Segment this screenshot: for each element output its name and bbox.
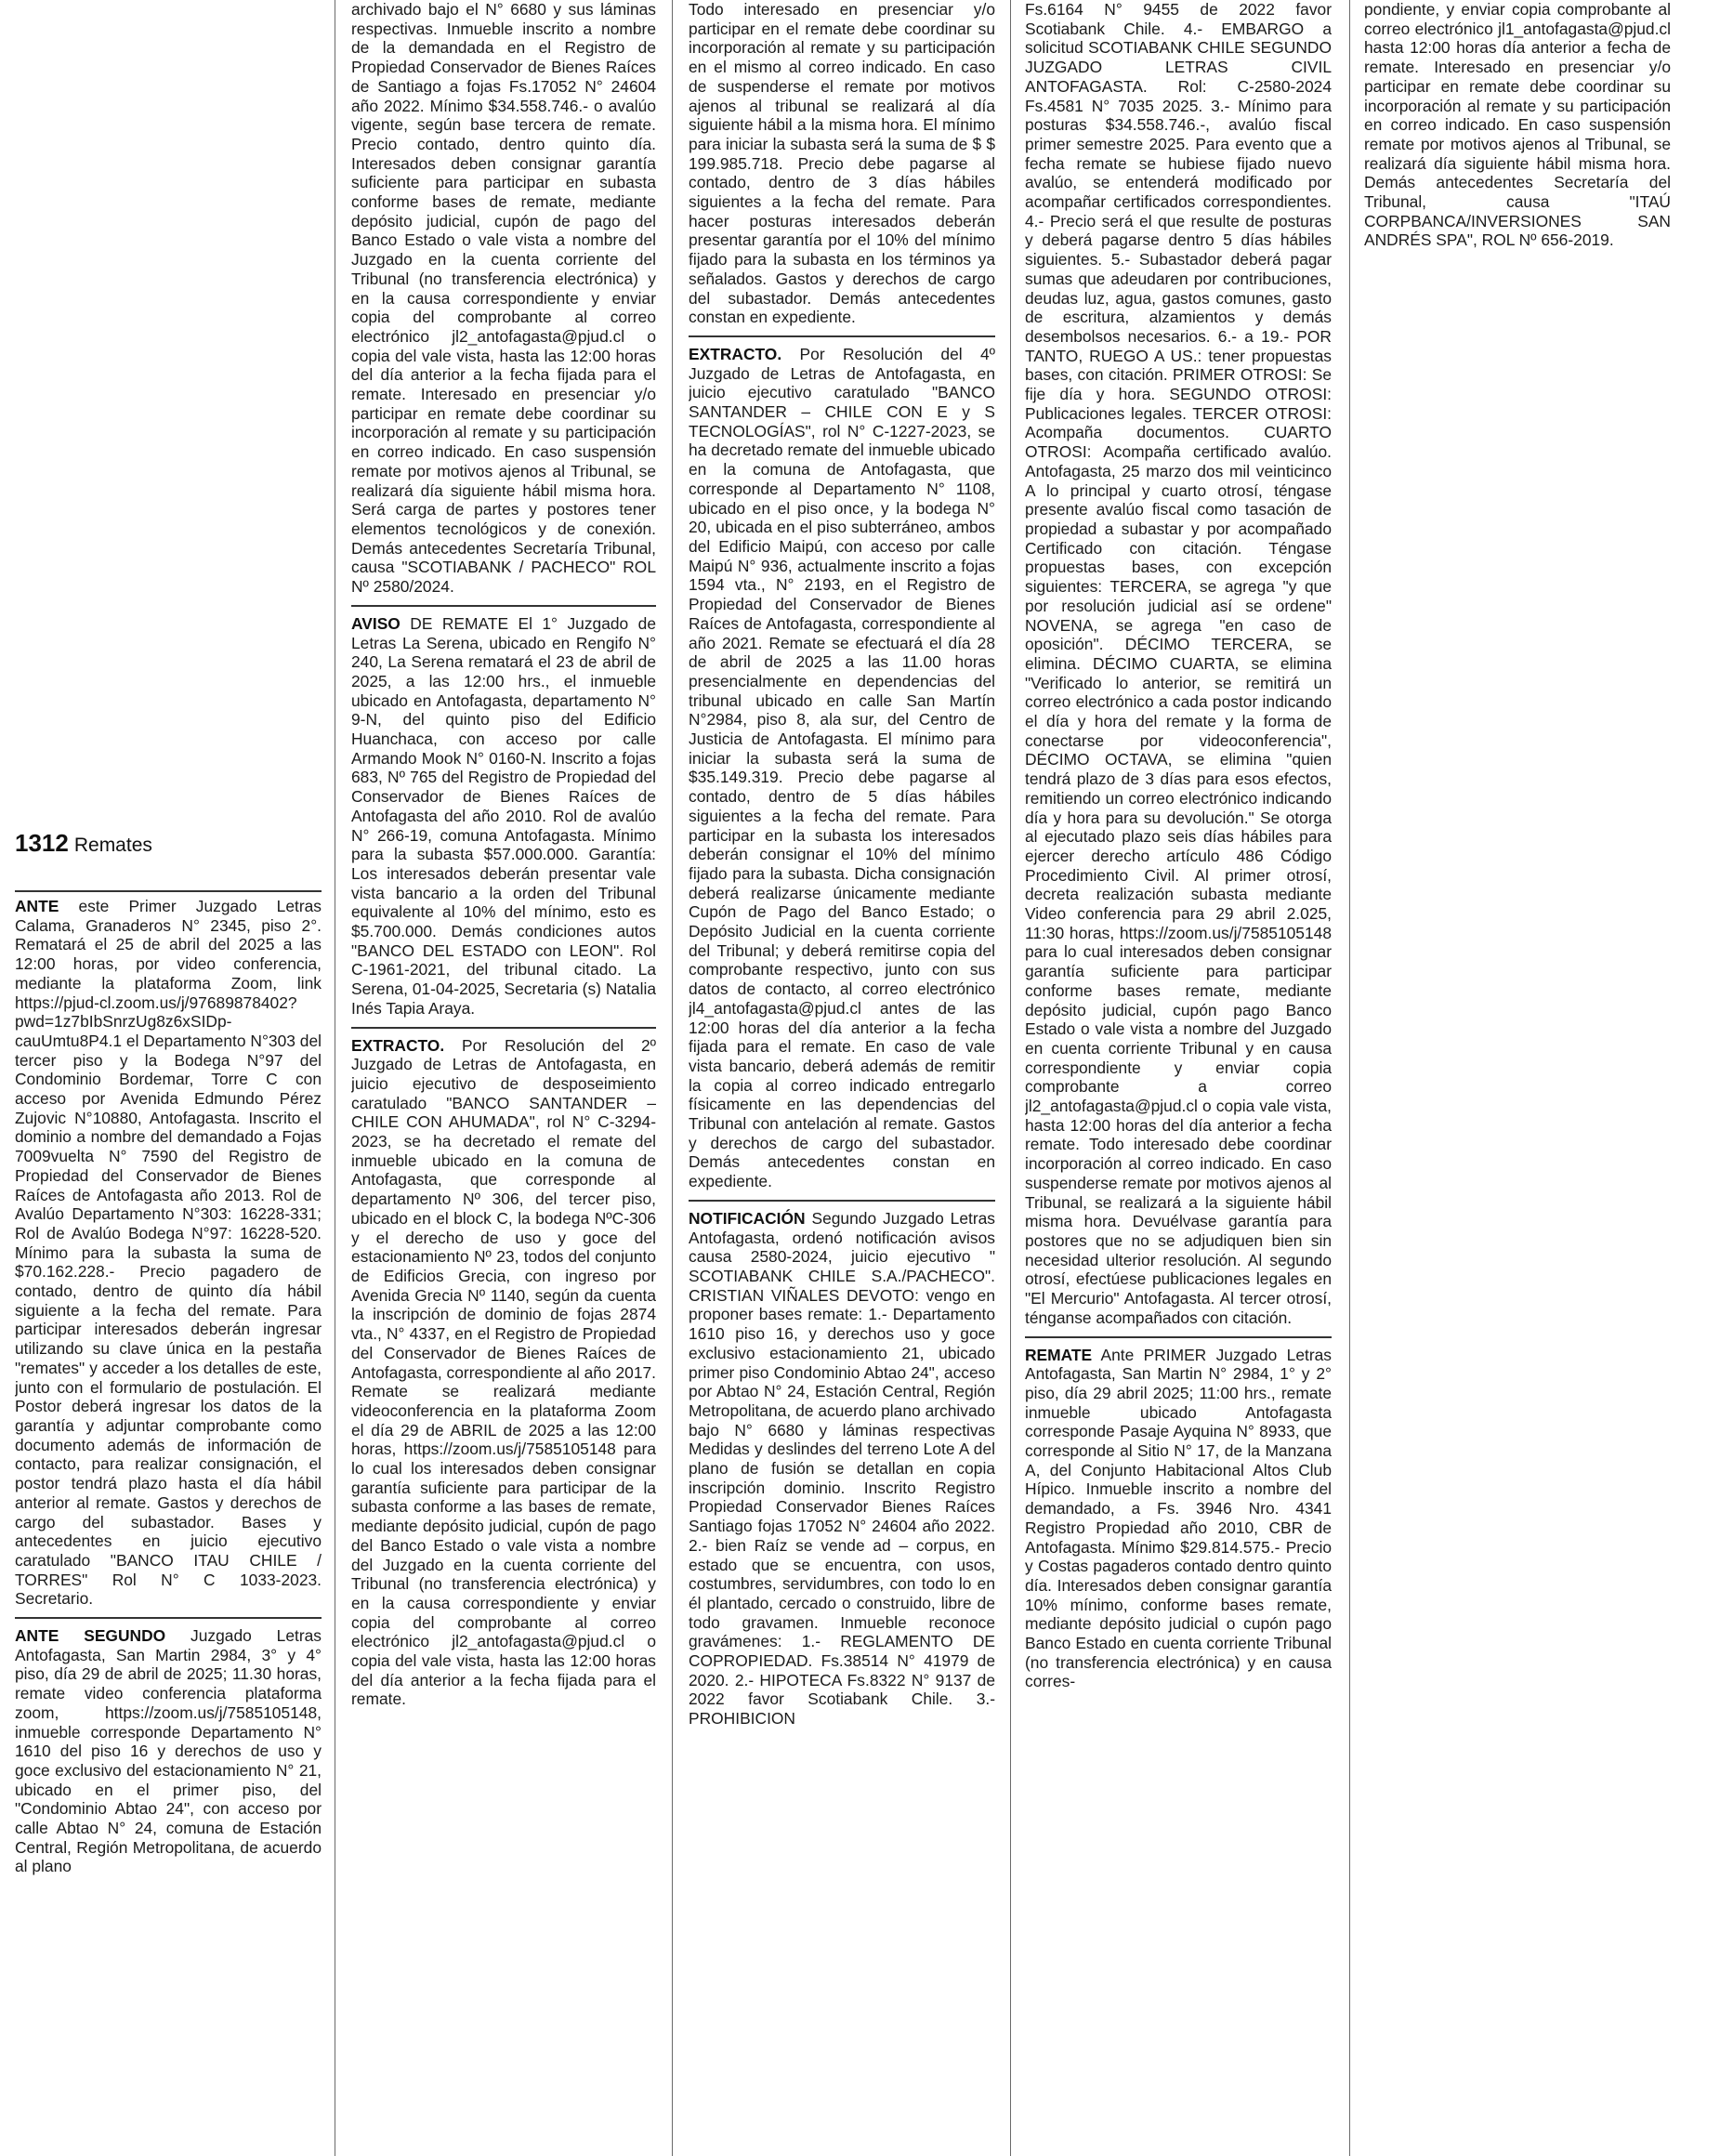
notice-notificacion [689,1209,995,1729]
notice-continued [1025,0,1332,1328]
notice-continued [1364,0,1671,250]
column-rule [1010,0,1011,2156]
notice-body: Juzgado Letras Antofagasta, San Martin 2984, 3° y 4° piso, día 29 de abril de 2025; 11.30 horas, remate video conferencia plataforma zoom, https://zoom.us/j/7585105148, inmueble corresponde Departamento N° 1610 del piso 16 y derechos de uso y goce exclusivo del estacionamiento N° 21, ubicado en el primer piso, del "Condominio Abtao 24", con acceso por calle Abtao N° 24, comuna de Estación Central, Región Metropolitana, de acuerdo al plano [15,1626,322,1876]
notice-lead: AVISO [351,613,400,633]
section-title: Remates [73,835,152,856]
notice-body: Ante PRIMER Juzgado Letras Antofagasta, San Martin N° 2984, 1° y 2° piso, día 29 abril 2025; 11:00 hrs., remate inmueble ubicado Antofagasta corresponde Pasaje Ayquina N° 8933, que corresponde al Sitio N° 17, de la Manzana A, del Conjunto Habitacional Altos Club Hípico. Inmueble inscrito a nombre del demandado, a Fs. 3946 Nro. 4341 Registro Propiedad año 2010, CBR de Antofagasta. Mínimo $29.814.575.- Precio y Costas pagaderos contado dentro quinto día. Interesados deben consignar garantía 10% mínimo, conforme bases remate, mediante depósito judicial o cupón pago Banco Estado en cuenta corriente Tribunal (no transferencia electrónica) y en causa corres- [1025,1345,1332,1691]
column-5 [1364,0,1671,372]
notice-body: Fs.6164 N° 9455 de 2022 favor Scotiabank Chile. 4.- EMBARGO a solicitud SCOTIABANK CHILE SEGUNDO JUZGADO LETRAS CIVIL ANTOFAGASTA. Rol: C-2580-2024 Fs.4581 N° 7035 2025. 3.- Mínimo para posturas $34.558.746.-, avalúo fiscal primer semestre 2025. Para evento que a fecha remate se hubiese fijado nuevo avalúo, se entenderá modificado por acompañar certificados correspondientes. 4.- Precio será el que resulte de posturas y deberá pagarse dentro 5 días hábiles siguientes. 5.- Subastador deberá pagar sumas que adeudaren por contribuciones, deudas luz, agua, gastos comunes, gasto de escritura, alzamientos y demás desembolsos necesarios. 6.- a 19.- POR TANTO, RUEGO A US.: tener propuestas bases, con citación. PRIMER OTROSI: Se fije día y hora. SEGUNDO OTROSI: Publicaciones legales. TERCER OTROSI: Acompaña documentos. CUARTO OTROSI: Acompaña certificado avalúo. Antofagasta, 25 marzo dos mil veinticinco A lo principal y cuarto otrosí, téngase presente avalúo fiscal como tasación de propiedad a subastar y por acompañado Certificado con citación. Téngase propuestas bases, con excepción siguientes: TERCERA, se agrega "y que por resolución judicial así se ordene" NOVENA, se agrega "en caso de oposición". DÉCIMO TERCERA, se elimina. DÉCIMO CUARTA, se elimina "Verificado lo anterior, se remitirá un correo electrónico a cada postor indicando el día y hora del remate y la forma de conectarse por videoconferencia", DÉCIMO OCTAVA, se elimina "quien tendrá plazo de 3 días para esos efectos, remitiendo un correo electrónico indicando día y hora para su devolución." Se otorga al ejecutado plazo seis días hábiles para ejercer derecho artículo 486 Código Procedimiento Civil. Al primer otrosí, decreta realización subasta mediante Video conferencia para 29 abril 2.025, 11:30 horas, https://zoom.us/j/7585105148 para lo cual interesados deben consignar garantía suficiente para participar conforme bases remate, mediante depósito judicial, cupón pago Banco Estado o vale vista a nombre del Juzgado en cuenta corriente Tribunal y en causa correspondiente y enviar copia comprobante a correo jl2_antofagasta@pjud.cl o copia vale vista, hasta 12:00 horas del día anterior a fecha remate. Todo interesado debe coordinar incorporación al correo indicado. En caso suspenderse remate por motivos ajenos al Tribunal, se realizará a la siguiente hábil misma hora. Devuélvase garantía para postores que no se adjudiquen bien sin necesidad ulterior resolución. Al segundo otrosí, efectúese publicaciones legales en "El Mercurio" Antofagasta. Al tercer otrosí, ténganse acompañados con citación. [1025,0,1332,1327]
notice-continued [689,0,995,327]
notice-body: Segundo Juzgado Letras Antofagasta, ordenó notificación avisos causa 2580-2024, juicio ejecutivo " SCOTIABANK CHILE S.A./PACHECO". CRISTIAN VIÑALES DEVOTO: vengo en proponer bases remate: 1.- Departamento 1610 piso 16, y derechos uso y goce exclusivo estacionamiento 21, ubicado primer piso Condominio Abtao 24", acceso por Abtao N° 24, Estación Central, Región Metropolitana, de acuerdo plano archivado bajo N° 6680 y láminas respectivas Medidas y deslindes del terreno Lote A del plano de fusión se detallan en copia inscripción dominio. Inscrito Registro Propiedad Conservador Bienes Raíces Santiago fojas 17052 N° 24604 año 2022. 2.- bien Raíz se vende ad – corpus, en estado que se encuentra, con usos, costumbres, servidumbres, con todo lo en él plantado, cercado o construido, libre de todo gravamen. Inmueble reconoce gravámenes: 1.- REGLAMENTO DE COPROPIEDAD. Fs.38514 N° 41979 de 2020. 2.- HIPOTECA Fs.8322 N° 9137 de 2022 favor Scotiabank Chile. 3.- PROHIBICION [689,1208,995,1729]
column-rule [672,0,673,2156]
notice-divider [1025,1336,1332,1338]
notice-body: Por Resolución del 4º Juzgado de Letras de Antofagasta, en juicio ejecutivo caratulado "BANCO SANTANDER – CHILE CON E y S TECNOLOGÍAS", rol N° C-1227-2023, se ha decretado remate del inmueble ubicado en la comuna de Antofagasta, que corresponde al Departamento N° 1108, ubicado en el piso once, y la bodega N° 20, ubicada en el piso subterráneo, ambos del Edificio Maipú, con acceso por calle Maipú N° 936, actualmente inscrito a fojas 1594 vta., N° 2193, en el Registro de Propiedad del Conservador de Bienes Raíces de Antofagasta, correspondiente al año 2021. Remate se efectuará el día 28 de abril de 2025 a las 11.00 horas presencialmente en dependencias del tribunal ubicado en calle San Martín N°2984, piso 8, ala sur, del Centro de Justicia de Antofagasta. El mínimo para iniciar la subasta será la suma de $35.149.319. Precio debe pagarse al contado, dentro de 5 días hábiles siguientes a la fecha del remate. Para participar en la subasta los interesados deberán consignar el 10% del mínimo fijado para la subasta. Dicha consignación deberá realizarse únicamente mediante Cupón de Pago del Banco Estado; o Depósito Judicial en la cuenta corriente del Tribunal; y deberá remitirse copia del comprobante respectivo, junto con sus datos de contacto, al correo electrónico jl4_antofagasta@pjud.cl antes de las 12:00 horas del día anterior a la fecha fijada para el remate. En caso de vale vista bancario, deberá además de remitir la copia al correo indicado entregarlo físicamente en las dependencias del Tribunal con antelación al remate. Gastos y derechos de cargo del subastador. Demás antecedentes constan en expediente. [689,344,995,1191]
column-2 [351,0,656,2156]
notice-body: archivado bajo el N° 6680 y sus láminas respectivas. Inmueble inscrito a nombre de la demandada en el Registro de Propiedad Conservador de Bienes Raíces de Santiago a fojas Fs.17052 N° 24604 año 2022. Mínimo $34.558.746.- o avalúo vigente, según base tercera de remate. Precio contado, dentro quinto día. Interesados deben consignar garantía suficiente para participar en subasta conforme bases de remate, mediante depósito judicial, cupón de pago del Banco Estado o vale vista a nombre del Juzgado en la cuenta corriente del Tribunal (no transferencia electrónica) y en la causa correspondiente y enviar copia del comprobante al correo electrónico jl2_antofagasta@pjud.cl o copia del vale vista, hasta las 12:00 horas del día anterior a la fecha fijada para el remate. Interesado en presenciar y/o participar en remate debe coordinar su incorporación al remate y su participación en correo indicado. En caso suspensión remate por motivos ajenos al Tribunal, se realizará día siguiente hábil misma hora. Será carga de partes y postores tener elementos tecnológicos y de conexión. Demás antecedentes Secretaría Tribunal, causa "SCOTIABANK / PACHECO" ROL Nº 2580/2024. [351,0,656,597]
column-rule [1349,0,1350,2156]
notice-divider [689,335,995,337]
notice-calama [15,897,322,1609]
notice-extracto-santander-ahumada [351,1036,656,1710]
notice-body: Todo interesado en presenciar y/o participar en el remate debe coordinar su incorporación al remate y su participación en el mismo al correo indicado. En caso de suspenderse el remate por motivos ajenos al tribunal se realizará al día siguiente hábil a la misma hora. El mínimo para iniciar la subasta será la suma de $ $ 199.985.718. Precio debe pagarse al contado, dentro de 3 días hábiles siguientes a la fecha del remate. Para hacer posturas interesados deberán presentar garantía por el 10% del mínimo fijado para la subasta en los términos ya señalados. Gastos y derechos de cargo del subastador. Demás antecedentes constan en expediente. [689,0,995,327]
notice-lead: ANTE [15,897,59,915]
notice-body: DE REMATE El 1° Juzgado de Letras La Serena, ubicado en Rengifo N° 240, La Serena rematará el 23 de abril de 2025, a las 12:00 hrs., el inmueble ubicado en Antofagasta, departamento N° 9-N, del quinto piso del Edificio Huanchaca, con acceso por calle Armando Mook N° 0160-N. Inscrito a fojas 683, Nº 765 del Registro de Propiedad del Conservador de Bienes Raíces de Antofagasta del año 2010. Rol de avalúo N° 266-19, comuna Antofagasta. Mínimo para la subasta $57.000.000. Garantía: Los interesados deberán presentar vale vista bancario a la orden del Tribunal equivalente al 10% del mínimo, esto es $5.700.000. Demás condiciones autos "BANCO DEL ESTADO con LEON". Rol C-1961-2021, del tribunal citado. La Serena, 01-04-2025, Secretaria (s) Natalia Inés Tapia Araya. [351,613,656,1018]
notice-aviso-la-serena [351,614,656,1019]
notice-divider [689,1200,995,1202]
page-header [15,829,152,858]
notice-divider [351,1027,656,1029]
notice-lead: EXTRACTO. [689,344,782,363]
notice-extracto-santander-tecnologias [689,345,995,1191]
notice-lead: NOTIFICACIÓN [689,1208,806,1228]
notice-divider [15,1617,322,1619]
header-divider [15,890,322,892]
column-3 [689,0,995,2156]
notice-body: este Primer Juzgado Letras Calama, Granaderos N° 2345, piso 2°. Rematará el 25 de abril del 2025 a las 12:00 horas, por video conferencia, mediante la plataforma Zoom, link https://pjud-cl.zoom.us/j/97689878402?pwd=1z7bIbSnrzUg8z6xSIDp-cauUmtu8P4.1 el Departamento N°303 del tercer piso y la Bodega N°97 del Condominio Bordemar, Torre C con acceso por Avenida Edmundo Pérez Zujovic N°10880, Antofagasta. Inscrito el dominio a nombre del demandado a Fojas 7009vuelta N° 7590 del Registro de Propiedad del Conservador de Bienes Raíces de Antofagasta año 2013. Rol de Avalúo Departamento N°303: 16228-331; Rol de Avalúo Bodega N°97: 16228-520. Mínimo para la subasta la suma de $70.162.228.- Precio pagadero de contado, dentro de quinto día hábil siguiente a la fecha del remate. Para participar interesados deberán ingresar utilizando su clave única en la pestaña "remates" y acceder a los detalles de este, junto con el formulario de postulación. El Postor deberá ingresar los datos de la garantía y adjuntar comprobante como documento además de información de contacto, para realizar consignación, el postor tendrá plazo hasta el día hábil anterior al remate. Gastos y derechos de cargo del subastador. Bases y antecedentes en juicio ejecutivo caratulado "BANCO ITAU CHILE / TORRES" Rol N° C 1033-2023. Secretario. [15,897,322,1609]
notice-body: pondiente, y enviar copia comprobante al correo electrónico jl1_antofagasta@pjud.cl hasta 12:00 horas día anterior a fecha de remate. Interesado en presenciar y/o participar en remate debe coordinar su incorporación al remate y su participación en correo indicado. En caso suspensión remate por motivos ajenos al Tribunal, se realizará día siguiente hábil misma hora. Demás antecedentes Secretaría del Tribunal, causa "ITAÚ CORPBANCA/INVERSIONES SAN ANDRÉS SPA", ROL Nº 656-2019. [1364,0,1671,250]
notice-lead: EXTRACTO. [351,1035,445,1055]
page-number: 1312 [15,829,69,857]
notice-divider [351,605,656,607]
notice-lead: REMATE [1025,1345,1093,1364]
notice-lead: ANTE SEGUNDO [15,1626,166,1646]
notice-segundo-juzgado [15,1626,322,1876]
column-1 [15,897,322,2156]
column-4 [1025,0,1332,2156]
notice-body: Por Resolución del 2º Juzgado de Letras de Antofagasta, en juicio ejecutivo de desposeimiento caratulado "BANCO SANTANDER – CHILE CON AHUMADA", rol N° C-3294-2023, se ha decretado el remate del inmueble ubicado en la comuna de Antofagasta, que corresponde al departamento Nº 306, del tercer piso, ubicado en el block C, la bodega NºC-306 y el derecho de uso y goce del estacionamiento Nº 23, todos del conjunto de Edificios Grecia, con ingreso por Avenida Grecia Nº 1140, según da cuenta la inscripción de dominio de fojas 2874 vta., N° 4337, en el Registro de Propiedad del Conservador de Bienes Raíces de Antofagasta, correspondiente al año 2017. Remate se realizará mediante videoconferencia en la plataforma Zoom el día 29 de ABRIL de 2025 a las 12:00 horas, https://zoom.us/j/7585105148 para lo cual los interesados deben consignar garantía suficiente para participar de la subasta conforme a las bases de remate, mediante depósito judicial, cupón de pago del Banco Estado o vale vista a nombre del Juzgado en la cuenta corriente del Tribunal (no transferencia electrónica) y en la causa correspondiente y enviar copia del comprobante al correo electrónico jl2_antofagasta@pjud.cl o copia del vale vista, hasta las 12:00 horas del día anterior a la fecha fijada para el remate. [351,1035,656,1709]
notice-remate-primer-juzgado [1025,1346,1332,1692]
notice-continued [351,0,656,597]
